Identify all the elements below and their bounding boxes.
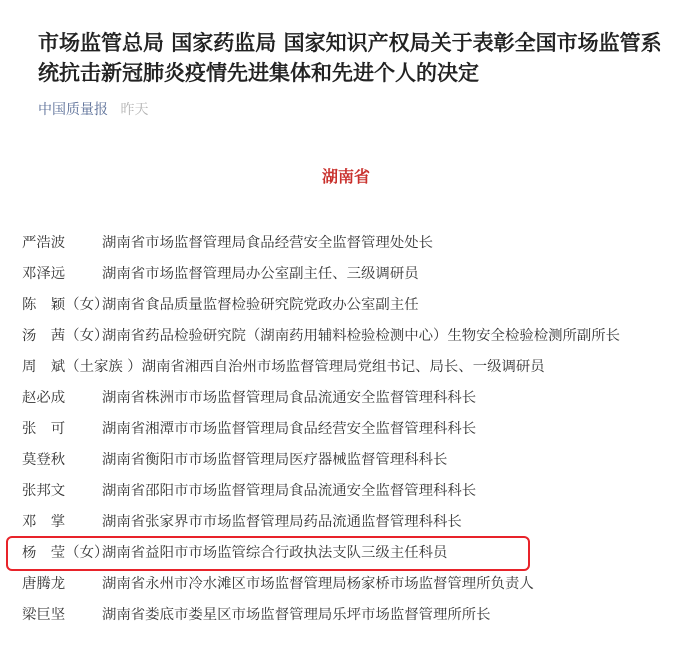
person-position: 湖南省永州市冷水滩区市场监督管理局杨家桥市场监督管理所负责人 (102, 576, 534, 592)
person-name: 张邦文 (22, 483, 66, 499)
person-name: 唐腾龙 (22, 576, 66, 592)
person-name: 张 可 (22, 421, 66, 437)
list-item (22, 445, 674, 476)
person-position: 湖南省湘潭市市场监督管理局食品经营安全监督管理科科长 (102, 421, 477, 437)
person-position: 湖南省市场监督管理局食品经营安全监督管理处处长 (102, 235, 433, 251)
person-position: 湖南省湘西自治州市场监督管理局党组书记、局长、一级调研员 (141, 359, 545, 375)
person-name: 邓 掌 (22, 514, 66, 530)
list-item (22, 259, 674, 290)
article-title: 市场监管总局 国家药监局 国家知识产权局关于表彰全国市场监管系统抗击新冠肺炎疫情先进集体和先进个人的决定 (38, 31, 662, 85)
list-item (22, 290, 674, 321)
person-position: 湖南省株洲市市场监督管理局食品流通安全监督管理科科长 (102, 390, 477, 406)
person-name: 汤 茜（女） (22, 328, 109, 344)
list-item (22, 600, 674, 631)
person-name: 梁巨坚 (22, 607, 66, 623)
person-name: 杨 莹（女） (22, 545, 109, 561)
person-position: 湖南省药品检验研究院（湖南药用辅料检验检测中心）生物安全检验检测所副所长 (102, 328, 621, 344)
person-name: 莫登秋 (22, 452, 66, 468)
person-name: 邓泽远 (22, 266, 66, 282)
article-meta (38, 101, 148, 119)
person-position: 湖南省食品质量监督检验研究院党政办公室副主任 (102, 297, 419, 313)
section-heading: 湖南省 (321, 167, 370, 186)
list-item (22, 476, 674, 507)
highlighted-list-item (8, 538, 528, 569)
person-position: 湖南省张家界市市场监督管理局药品流通监督管理科科长 (102, 514, 462, 530)
person-name: 严浩波 (22, 235, 66, 251)
list-item (22, 507, 674, 538)
list-item (22, 383, 674, 414)
publish-date: 昨天 (120, 102, 149, 118)
list-item (22, 352, 674, 383)
honoree-list (22, 228, 674, 631)
person-name: 周 斌（土家族 ） (22, 359, 142, 375)
person-position: 湖南省市场监督管理局办公室副主任、三级调研员 (102, 266, 419, 282)
person-name: 赵必成 (22, 390, 66, 406)
person-position: 湖南省邵阳市市场监督管理局食品流通安全监督管理科科长 (102, 483, 477, 499)
list-item (22, 228, 674, 259)
person-position: 湖南省益阳市市场监管综合行政执法支队三级主任科员 (102, 545, 448, 561)
person-name: 陈 颖（女） (22, 297, 109, 313)
list-item (22, 569, 674, 600)
person-position: 湖南省娄底市娄星区市场监督管理局乐坪市场监督管理所所长 (102, 607, 491, 623)
list-item (22, 414, 674, 445)
person-position: 湖南省衡阳市市场监督管理局医疗器械监督管理科科长 (102, 452, 448, 468)
list-item (22, 321, 674, 352)
source-link[interactable]: 中国质量报 (38, 102, 108, 118)
